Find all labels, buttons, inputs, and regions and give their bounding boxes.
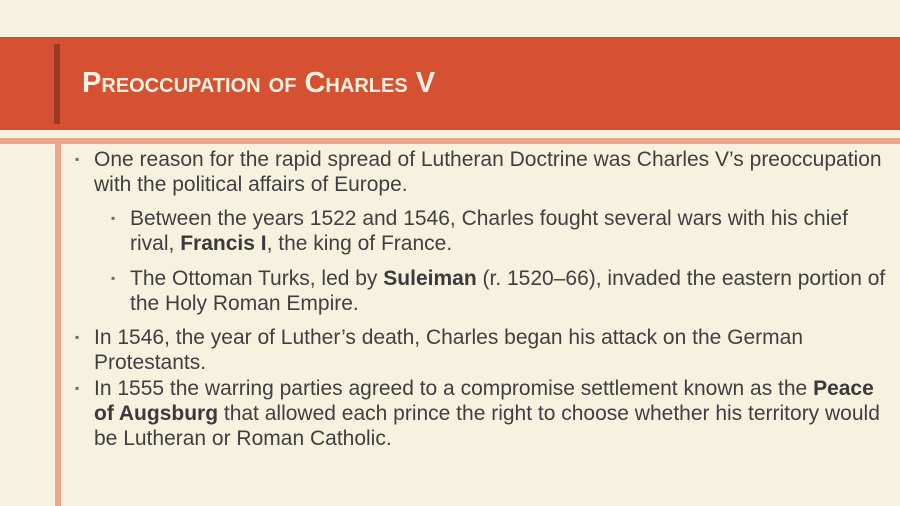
bullet-lutheran-spread	[75, 147, 884, 197]
bullet-peace-of-augsburg	[75, 376, 884, 451]
bullet-marker: ▪	[111, 271, 116, 285]
slide-title: Preoccupation of Charles V	[82, 67, 436, 99]
bullet-text-post: , the king of France.	[266, 232, 453, 255]
bullet-text-bold: Francis I	[180, 232, 267, 255]
bullet-text-post: that allowed each prince the right to choose whether his territory would be Lutheran or Roman Catholic.	[94, 402, 880, 450]
bullet-text: In 1546, the year of Luther’s death, Charles began his attack on the German Protestants.	[94, 326, 804, 374]
bullet-text-bold: Suleiman	[383, 267, 477, 290]
bullet-text-bold: Peace of Augsburg	[94, 377, 874, 425]
bullet-text-pre: The Ottoman Turks, led by	[130, 267, 384, 290]
bullet-marker: ▪	[75, 381, 80, 395]
bullet-marker: ▪	[111, 211, 116, 225]
subbullet-francis-wars	[111, 206, 890, 256]
bullet-text-pre: Between the years 1522 and 1546, Charles fought several wars with his chief rival,	[130, 207, 848, 255]
bullet-marker: ▪	[75, 152, 80, 166]
subbullet-ottoman-invasion	[111, 266, 890, 316]
bullet-attack-protestants	[75, 325, 884, 375]
bullet-text-post: (r. 1520–66), invaded the eastern portion of the Holy Roman Empire.	[130, 267, 886, 315]
bullet-text: One reason for the rapid spread of Lutheran Doctrine was Charles V’s preoccupation with the political affairs of Europe.	[94, 148, 882, 196]
bullet-marker: ▪	[75, 330, 80, 344]
bullet-text-pre: In 1555 the warring parties agreed to a compromise settlement known as the	[94, 377, 814, 400]
